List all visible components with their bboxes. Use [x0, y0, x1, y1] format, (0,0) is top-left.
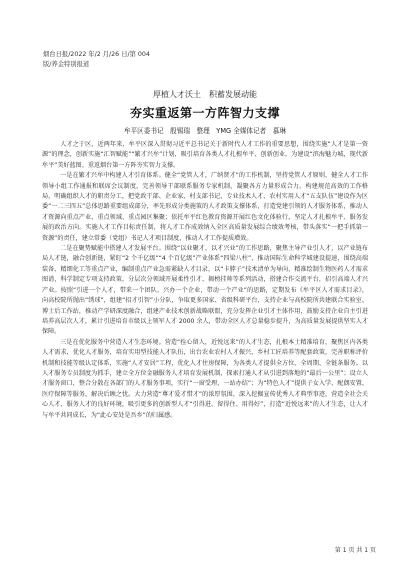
- section-line: 版/养金特别报道: [43, 61, 90, 68]
- article-paragraph: 人才之于区，近两年来，牟平区深入贯彻习近平总书记关于新时代人才工作的重要思想，围绕实施“人才是第一资源”的理念，创新实施“汇智赋能”“繁才兴牟”计划，吸引培育各类人才扎根牟平、创新创业，为建设“滨海魅力城，现代新牟平”美好蓝图、重返烟台第一方阵夯实智力支撑。: [42, 141, 368, 169]
- page-indicator: 第 1 页 共 1 页: [334, 547, 376, 554]
- article-title: 夯实重返第一方阵智力支撑: [129, 106, 280, 120]
- article-paragraph: 三是在优化服务中营造人才生态环境。营造“拴心留人，近悦远来”的人才生态，扎根本土精准培育，聚焦区内各类人才需求，优化人才服务，培育实用型技能人才队伍，出台农业农村人才振兴、乡村工匠培养等配套政策，完善职称评价机制和技能等级认定体系，实施“人才安居”工程，优化人才住房保障，为各类人才提供全方位、全周期、全链条服务。以人才服务专员制度为抓手，建立全方位金融服务人才培育发展机制，探索打通人才从引进到落地的“最后一公里”；设立人才服务窗口，整合分散在各部门的人才服务事项，实行“一窗受理、一站办结”；为“特色人才”提供子女入学、配偶安置、医疗保障等服务，解决后顾之忧。大力营造“尊才爱才惜才”的浓厚氛围，深入挖掘宣传优秀人才典型事迹，营造全社会关心人才、服务人才的良好环境，吸引更多的创新型人才“引得进、留得住、用得好”，打造“近悦远来”的人才生态，让人才与牟平共同成长，为“此心安处是吾乡”的归属感。: [42, 338, 368, 419]
- article-paragraph: 二是在聚势赋能中搭建人才发展平台。围绕“以业聚才、以才兴业”的工作思路，聚焦主导产业引人才，以产业链布局人才链，融合创新链，紧盯“2 个千亿级”“4 个百亿级”产业体系“四梁八柱”，推动国际生命科学城建设提速，围绕高端装备、精细化工等重点产业，编制重点产业急需紧缺人才目录，以“卡脖子”技术清单为导向，精准绘制生物医药人才需求图谱，科学制定专项支持政策，分层次分领域开展柔性引才、揭榜挂帅等系列活动，搭建合作交流平台，招引高端人才兴产业。按照“引进一个人才，带来一个团队，兴办一个企业，带动一个产业”的思路，定期发布《牟平区人才需求目录》，向高校院所抛出“绣球”，组建“招才引智”小分队，争取更多国家、省级科研平台，支持企业与高校院所共建联合实验室、博士后工作站，推动产学研深度融合，组建产业技术创新战略联盟，充分发挥企业引才主体作用，鼓励支持企业自主引进培养高层次人才，累计引进培育市级以上领军人才 2000 余人，带动全区人才总量稳步提升，为高质量发展提供坚实人才保障。: [42, 245, 368, 336]
- article-byline: 牟平区委书记 殷锡瑞 整理 YMG 全媒体记者 慕琳: [124, 127, 286, 135]
- source-line: 烟台日报/2022 年/2 月/26 日/第 004: [43, 51, 150, 58]
- article-kicker: 厚植人才沃土 积蓄发展动能: [153, 90, 257, 99]
- article-body: [42, 140, 368, 421]
- source-header: [43, 50, 150, 70]
- article-paragraph: 一是在繁才兴牟中构建人才引育体系。健全“党管人才，广纳贤才”的工作机制，坚持党管人才原则，健全人才工作领导小组工作通报和联席会议制度，完善领导干部联系服务专家机制，凝聚各方力量形成合力。构建规范高效的工作格局，明确组织人才的职责分工，把党政干部、企业家、村支部书记、专业技术人才、农村实用人才“五支队伍”建设作为区委“一二三四五”总体思路重要组成部分，率先形成分类施策的人才政策支撑体系，打造党建引领的人才服务体系，推动人才资源向重点产业、重点领域、重点园区集聚；依托牟平红色教育资源开展红色文化体验行，坚定人才扎根牟平、服务发展的政治方向。实施人才工作目标责任制，将人才工作成效纳入全区高质量发展综合绩效考核，带头落实“一把手抓第一资源”的责任，建立常委（党组）书记人才项目制度，推动人才工作提质增效。: [42, 172, 368, 242]
